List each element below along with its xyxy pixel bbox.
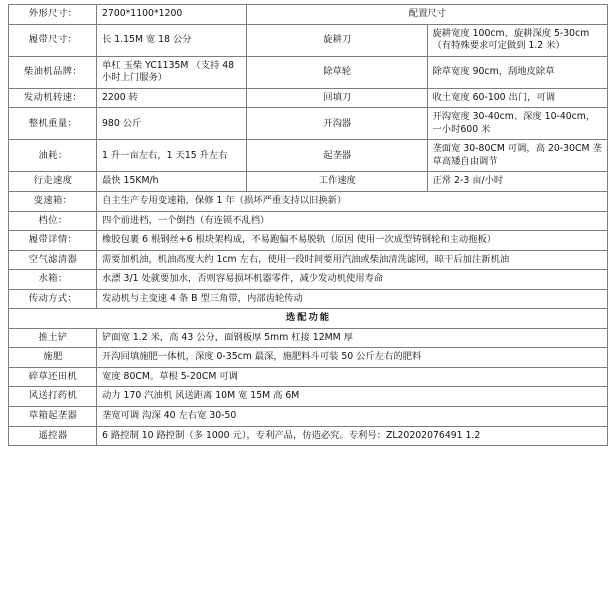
table-row: [9, 172, 608, 192]
table-row: [9, 250, 608, 270]
row-label: 草箱起垄器: [9, 407, 97, 427]
row-value-b: 正常 2-3 亩/小时: [427, 172, 608, 192]
table-row: [9, 426, 608, 446]
row-value: 发动机与主变速 4 条 B 型三角带，内部齿轮传动: [97, 289, 608, 309]
row-value-a: 最快 15KM/h: [97, 172, 247, 192]
row-label: 履带详情：: [9, 231, 97, 251]
row-label: 整机重量：: [9, 108, 97, 140]
table-row: [9, 140, 608, 172]
row-value: 铲面宽 1.2 米，高 43 公分，面钢板厚 5mm 杠接 12MM 厚: [97, 328, 608, 348]
row-value-a: 长 1.15M 宽 18 公分: [97, 24, 247, 56]
row-label: 外形尺寸：: [9, 5, 97, 25]
row-value-a: 980 公斤: [97, 108, 247, 140]
row-value-a: 单杠 玉柴 YC1135M （支持 48 小时上门服务）: [97, 56, 247, 88]
table-row: [9, 5, 608, 25]
row-label: 施肥: [9, 348, 97, 368]
section-title: 选配功能: [9, 309, 608, 329]
row-value: 宽度 80CM。草根 5-20CM 可调: [97, 367, 608, 387]
row-label: 推土铲: [9, 328, 97, 348]
row-value: 橡胶包裹 6 根钢丝+6 根块架构成，不易跑偏不易脱轨（原因 使用一次成型铸钢轮和主动拖板）: [97, 231, 608, 251]
row-label2: 回填刀: [247, 88, 428, 108]
row-value-b: 收土宽度 60-100 出门，可调: [427, 88, 608, 108]
table-row: [9, 211, 608, 231]
row-value-b: 开沟宽度 30-40cm、深度 10-40cm，一小时600 米: [427, 108, 608, 140]
table-row: [9, 328, 608, 348]
row-value: 需要加机油，机油高度大约 1cm 左右，使用一段时间要用汽油或柴油清洗滤网，晾干后加注新机油: [97, 250, 608, 270]
row-value-b: 旋耕宽度 100cm、旋耕深度 5-30cm（有特殊要求可定做到 1.2 米）: [427, 24, 608, 56]
row-label2: 工作速度: [247, 172, 428, 192]
row-value: 垄宽可调 沟深 40 左右宽 30-50: [97, 407, 608, 427]
row-label: 碎草还田机: [9, 367, 97, 387]
table-row: [9, 367, 608, 387]
table-row: [9, 108, 608, 140]
row-label2: 旋耕刀: [247, 24, 428, 56]
row-value-a: 2200 转: [97, 88, 247, 108]
row-value: 水漂 3/1 处就要加水，否则容易损坏机器零件，减少发动机使用寿命: [97, 270, 608, 290]
row-value: 四个前进档，一个倒挡（有连锁不乱档）: [97, 211, 608, 231]
row-label: 发动机转速：: [9, 88, 97, 108]
row-value-b: 除草宽度 90cm，刮地皮除草: [427, 56, 608, 88]
table-row: [9, 88, 608, 108]
table-row: [9, 270, 608, 290]
row-label: 传动方式：: [9, 289, 97, 309]
row-label: 水箱：: [9, 270, 97, 290]
row-label2: 起垄器: [247, 140, 428, 172]
row-value-b: 垄面宽 30-80CM 可调，高 20-30CM 垄草高矮自由调节: [427, 140, 608, 172]
row-label: 油耗：: [9, 140, 97, 172]
row-label: 履带尺寸：: [9, 24, 97, 56]
table-row: [9, 56, 608, 88]
row-value: 6 路控制 10 路控制（多 1000 元），专利产品，仿造必究。专利号：ZL20202076491 1.2: [97, 426, 608, 446]
row-label2: 开沟器: [247, 108, 428, 140]
table-row: [9, 231, 608, 251]
row-value: 动力 170 汽油机 风送距离 10M 宽 15M 高 6M: [97, 387, 608, 407]
row-label: 档位：: [9, 211, 97, 231]
row-label: 空气滤清器: [9, 250, 97, 270]
row-label: 变速箱：: [9, 192, 97, 212]
spec-table-body: [9, 5, 608, 446]
row-value-a: 2700*1100*1200: [97, 5, 247, 25]
table-row: [9, 348, 608, 368]
row-value-a: 1 升一亩左右，1 天15 升左右: [97, 140, 247, 172]
row-label2: 除草轮: [247, 56, 428, 88]
row-label: 风送打药机: [9, 387, 97, 407]
spec-table: [8, 4, 608, 446]
row-label: 遥控器: [9, 426, 97, 446]
section-title-row: [9, 309, 608, 329]
table-row: [9, 192, 608, 212]
row-value: 开沟回填施肥一体机，深度 0-35cm 最深，施肥料斗可装 50 公斤左右的肥料: [97, 348, 608, 368]
row-value: 自主生产专用变速箱，保修 1 年（损坏严重支持以旧换新）: [97, 192, 608, 212]
table-row: [9, 289, 608, 309]
row-label: 柴油机品牌：: [9, 56, 97, 88]
table-row: [9, 24, 608, 56]
table-row: [9, 387, 608, 407]
table-row: [9, 407, 608, 427]
row-value-b: 配置尺寸: [247, 5, 608, 25]
row-label: 行走速度: [9, 172, 97, 192]
